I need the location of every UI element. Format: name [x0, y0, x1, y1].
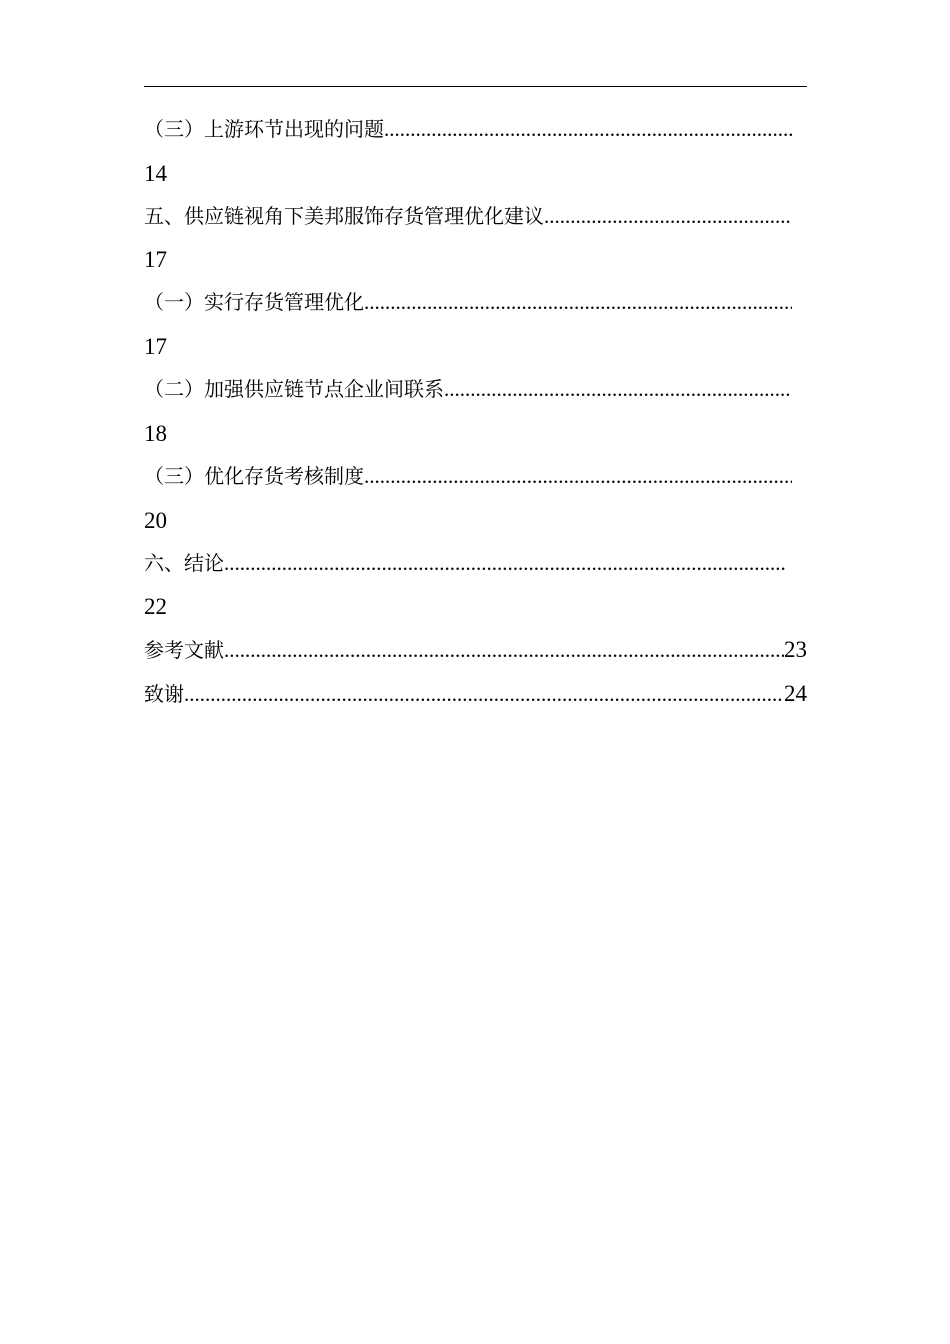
toc-entry-title: （二）加强供应链节点企业间联系 [144, 379, 444, 401]
toc-entry-title: 参考文献 [144, 638, 224, 662]
header-rule [144, 86, 807, 87]
toc-entry-page: 17 [144, 247, 167, 272]
toc-leader-dots [184, 673, 784, 716]
toc-entry-title: 五、供应链视角下美邦服饰存货管理优化建议 [144, 204, 544, 228]
toc-entry-title: （三）上游环节出现的问题 [144, 119, 384, 141]
toc-entry-page: 20 [144, 508, 167, 533]
toc-leader-dots [444, 368, 792, 411]
toc-entry [144, 542, 807, 628]
toc-entry [144, 281, 807, 368]
toc-entry-page: 17 [144, 334, 167, 359]
toc-entry-page: 14 [144, 161, 167, 186]
toc-entry-title: （一）实行存货管理优化 [144, 292, 364, 314]
toc-entry [144, 108, 807, 195]
toc-leader-dots [544, 195, 792, 238]
toc-leader-dots [364, 281, 792, 324]
toc-entry-page: 22 [144, 594, 167, 619]
toc-entry [144, 672, 807, 716]
toc-leader-dots [224, 542, 786, 585]
toc-entry-page: 23 [784, 637, 807, 662]
toc-leader-dots [224, 629, 784, 672]
toc-entry [144, 368, 807, 455]
toc-entry-page: 24 [784, 681, 807, 706]
toc-entry-title: 六、结论 [144, 551, 224, 575]
toc-entry [144, 628, 807, 672]
toc-entry [144, 195, 807, 281]
toc-entry-page: 18 [144, 421, 167, 446]
table-of-contents [144, 108, 807, 716]
toc-entry-title: （三）优化存货考核制度 [144, 466, 364, 488]
toc-entry [144, 455, 807, 542]
toc-leader-dots [384, 108, 792, 151]
toc-leader-dots [364, 455, 792, 498]
toc-entry-title: 致谢 [144, 682, 184, 706]
